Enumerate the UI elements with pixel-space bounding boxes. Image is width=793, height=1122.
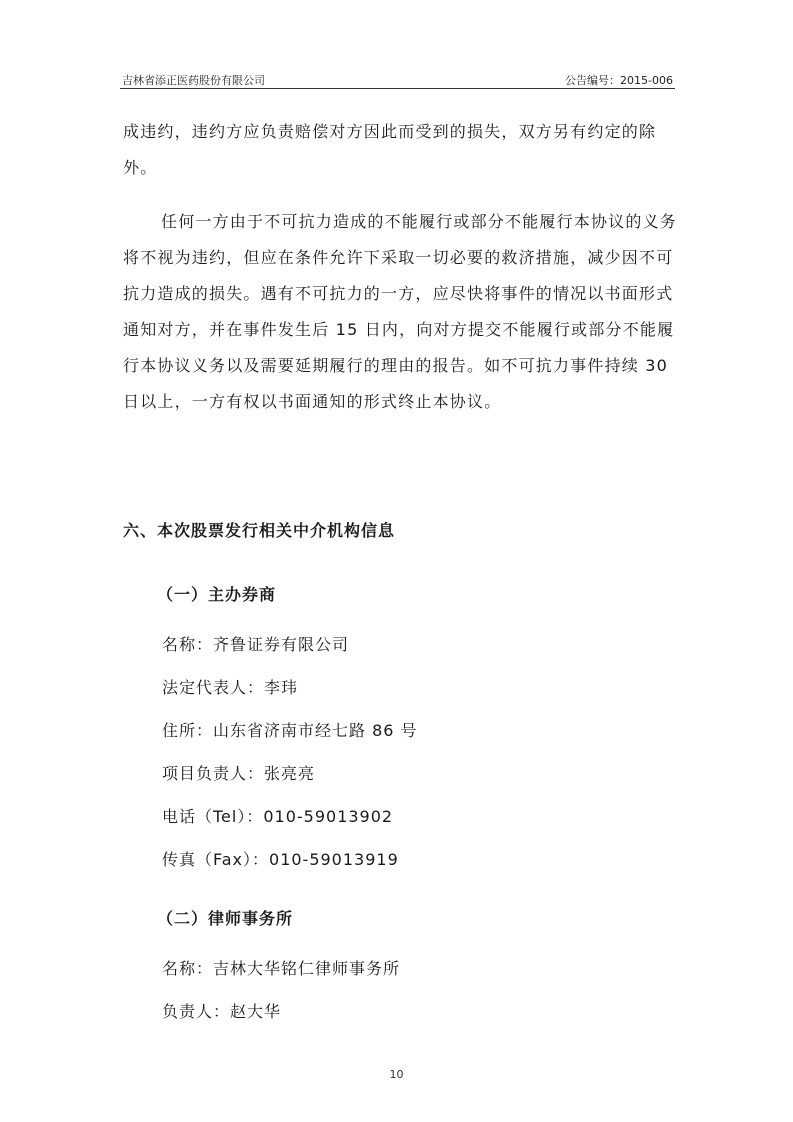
header-notice-number: 公告编号：2015-006 xyxy=(565,74,673,87)
underwriter-fax: 传真（Fax）：010-59013919 xyxy=(162,850,399,869)
underwriter-project-lead: 项目负责人：张亮亮 xyxy=(162,764,316,783)
section-title-intermediaries: 六、本次股票发行相关中介机构信息 xyxy=(123,521,396,540)
subsection-title-underwriter: （一）主办券商 xyxy=(157,585,277,604)
underwriter-tel: 电话（Tel）：010-59013902 xyxy=(162,807,394,826)
law-firm-name: 名称：吉林大华铭仁律师事务所 xyxy=(162,959,401,978)
underwriter-name: 名称：齐鲁证券有限公司 xyxy=(162,635,350,654)
paragraph-force-majeure: 任何一方由于不可抗力造成的不能履行或部分不能履行本协议的义务将不视为违约，但应在条件允许下采取一切必要的救济措施，减少因不可抗力造成的损失。遇有不可抗力的一方，应尽快将事件的情况以书面形式通知对方，并在事件发生后 15 日内，向对方提交不能履行或部分不能履行本协议义务以及需要延期履行的理由的报告。如不可抗力事件持续 30 日以上，一方有权以书面通知的形式终止本协议。 xyxy=(123,212,678,411)
paragraph-breach: 成违约，违约方应负责赔偿对方因此而受到的损失，双方另有约定的除外。 xyxy=(123,122,657,177)
page-number: 10 xyxy=(389,1068,404,1081)
subsection-title-law-firm: （二）律师事务所 xyxy=(157,909,294,928)
underwriter-legal-rep: 法定代表人：李玮 xyxy=(162,678,299,697)
underwriter-address: 住所：山东省济南市经七路 86 号 xyxy=(162,721,418,740)
page-header xyxy=(120,66,675,89)
header-company: 吉林省添正医药股份有限公司 xyxy=(122,74,265,87)
law-firm-lead: 负责人：赵大华 xyxy=(162,1002,282,1021)
